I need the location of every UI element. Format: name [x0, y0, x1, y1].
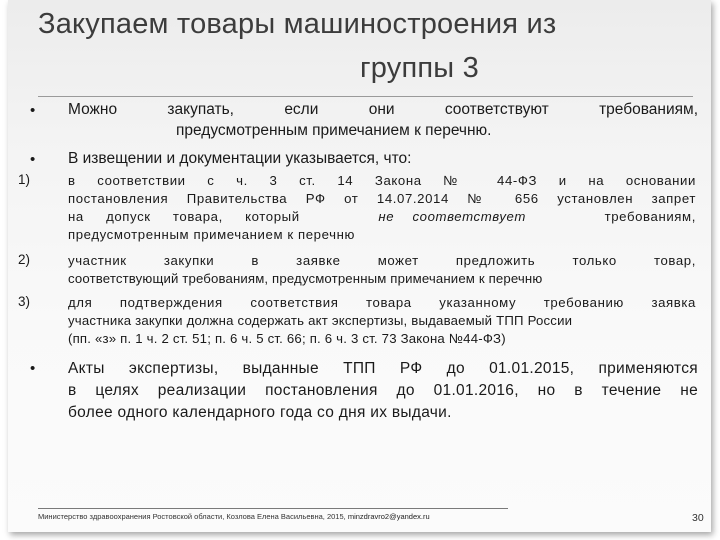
- page-number: 30: [692, 512, 704, 524]
- title-line-2: группы 3: [360, 52, 479, 84]
- text-segment: требованиям,: [604, 209, 696, 224]
- text-line: в целях реализации постановления до 01.01.2016, но в течение не: [68, 382, 698, 399]
- text-line: более одного календарного года со дня их выдачи.: [68, 404, 452, 421]
- bullet-marker: •: [30, 360, 36, 377]
- bullet-marker: •: [30, 102, 36, 119]
- title-divider: [38, 96, 693, 97]
- word: закупать,: [167, 101, 234, 118]
- text-line: в соответствии с ч. 3 ст. 14 Закона № 44-ФЗ и на основании: [68, 173, 696, 188]
- text-line: предусмотренным примечанием к перечню: [68, 227, 355, 242]
- word: они: [368, 101, 395, 118]
- text-line: участник закупки в заявке может предложить только товар,: [68, 253, 696, 268]
- number-marker: 1): [18, 172, 31, 187]
- text-line: участника закупки должна содержать акт экспертизы, выдаваемый ТПП России: [68, 313, 573, 328]
- numbered-text: [68, 294, 696, 348]
- numbered-text: [68, 252, 696, 288]
- page-title: [38, 2, 658, 90]
- footer-email-link[interactable]: minzdravro2@yandex.ru: [347, 512, 430, 521]
- word: требованиям,: [599, 101, 698, 118]
- footer-text: Министерство здравоохранения Ростовской области, Козлова Елена Васильевна, 2015,: [38, 512, 346, 521]
- word: если: [284, 101, 319, 118]
- numbered-text: [68, 172, 696, 244]
- word: Можно: [68, 101, 118, 118]
- text-line: соответствующий требованиям, предусмотренным примечанием к перечню: [68, 271, 543, 286]
- bullet-text-line: предусмотренным примечанием к перечню.: [176, 122, 492, 139]
- text-line: (пп. «з» п. 1 ч. 2 ст. 51; п. 6 ч. 5 ст. 66; п. 6 ч. 3 ст. 73 Закона №44-ФЗ): [68, 331, 506, 346]
- bullet-text: В извещении и документации указывается, что:: [68, 150, 412, 167]
- word: соответствуют: [444, 101, 549, 118]
- title-line-1: Закупаем товары машиностроения из: [38, 8, 557, 40]
- text-line: для подтверждения соответствия товара указанному требованию заявка: [68, 295, 696, 310]
- bullet-text-line: [68, 100, 698, 120]
- slide: [8, 0, 711, 532]
- footer: [38, 512, 430, 521]
- number-marker: 2): [18, 252, 31, 267]
- bullet-text: [68, 358, 698, 424]
- number-marker: 3): [18, 294, 31, 309]
- bullet-marker: •: [30, 151, 36, 168]
- text-line: [68, 208, 696, 226]
- italic-emphasis: не соответствует: [378, 209, 526, 224]
- text-line: постановления Правительства РФ от 14.07.2014 № 656 установлен запрет: [68, 191, 696, 206]
- footer-divider: [38, 508, 508, 509]
- text-line: Акты экспертизы, выданные ТПП РФ до 01.01.2015, применяются: [68, 360, 698, 377]
- text-segment: на допуск товара, который: [68, 209, 300, 224]
